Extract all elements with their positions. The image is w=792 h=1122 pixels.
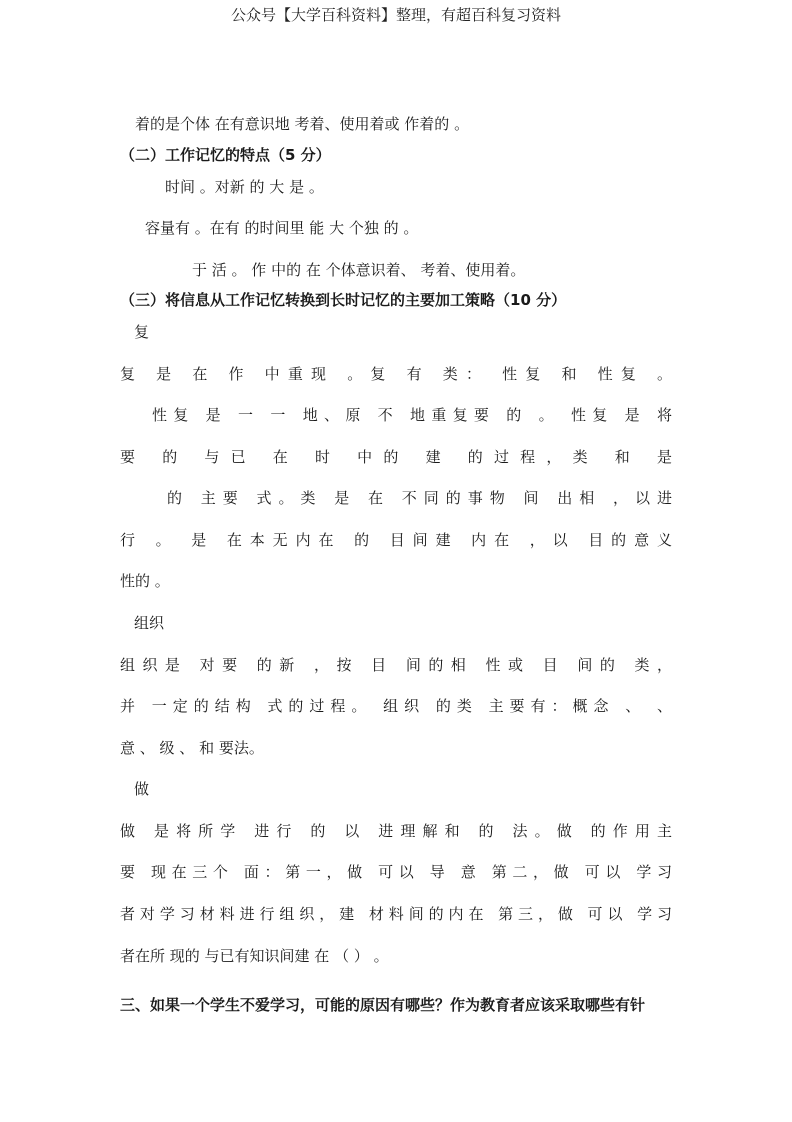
- subheading: 复: [134, 323, 150, 341]
- text-line: 性的 。: [120, 572, 170, 590]
- text-line: 并 一定的结构 式的过程。 组织 的类 主要有：概念 、 、: [120, 697, 672, 715]
- text-line: 要 的 与已 在 时 中的 建 的过程，类 和 是: [120, 448, 672, 466]
- text-line: 于 活 。 作 中的 在 个体意识着、 考着、使用着。: [192, 261, 526, 279]
- section-heading: （三）将信息从工作记忆转换到长时记忆的主要加工策略（10 分）: [120, 291, 567, 309]
- section-heading: （二）工作记忆的特点（5 分）: [120, 146, 331, 164]
- text-line: 的 主要 式。类 是 在 不同的事物 间 出相 ，以进: [167, 489, 672, 507]
- page-header: 公众号【大学百科资料】整理，有超百科复习资料: [230, 6, 561, 24]
- text-line: 者对学习材料进行组织，建 材料间的内在 第三，做 可以 学习: [120, 905, 672, 923]
- text-line: 做 是将所学 进行 的 以 进理解和 的 法。做 的作用主: [120, 822, 672, 840]
- text-line: 行 。 是 在本无内在 的 目间建 内在 ，以 目的意义: [120, 531, 672, 549]
- text-line: 意 、 级 、 和 要法。: [120, 739, 264, 757]
- question-heading: 三、如果一个学生不爱学习，可能的原因有哪些？作为教育者应该采取哪些有针: [120, 996, 646, 1014]
- text-line: 性复 是 一 一 地、原 不 地重复要 的 。 性复 是 将: [152, 406, 672, 424]
- text-line: 复 是 在 作 中重现 。复 有 类： 性复 和 性复 。: [120, 365, 672, 383]
- subheading: 做: [134, 780, 150, 798]
- text-line: 要 现在三个 面：第一，做 可以 导 意 第二，做 可以 学习: [120, 863, 672, 881]
- text-line: 时间 。对新 的 大 是 。: [165, 178, 324, 196]
- text-line: 组织是 对要 的新 ，按 目 间的相 性或 目 间的 类，: [120, 656, 672, 674]
- text-line: 容量有 。在有 的时间里 能 大 个独 的 。: [145, 219, 419, 237]
- text-line: 着的是个体 在有意识地 考着、使用着或 作着的 。: [135, 115, 470, 133]
- text-line: 者在所 现的 与已有知识间建 在 （ ） 。: [120, 947, 389, 965]
- subheading: 组织: [134, 614, 165, 632]
